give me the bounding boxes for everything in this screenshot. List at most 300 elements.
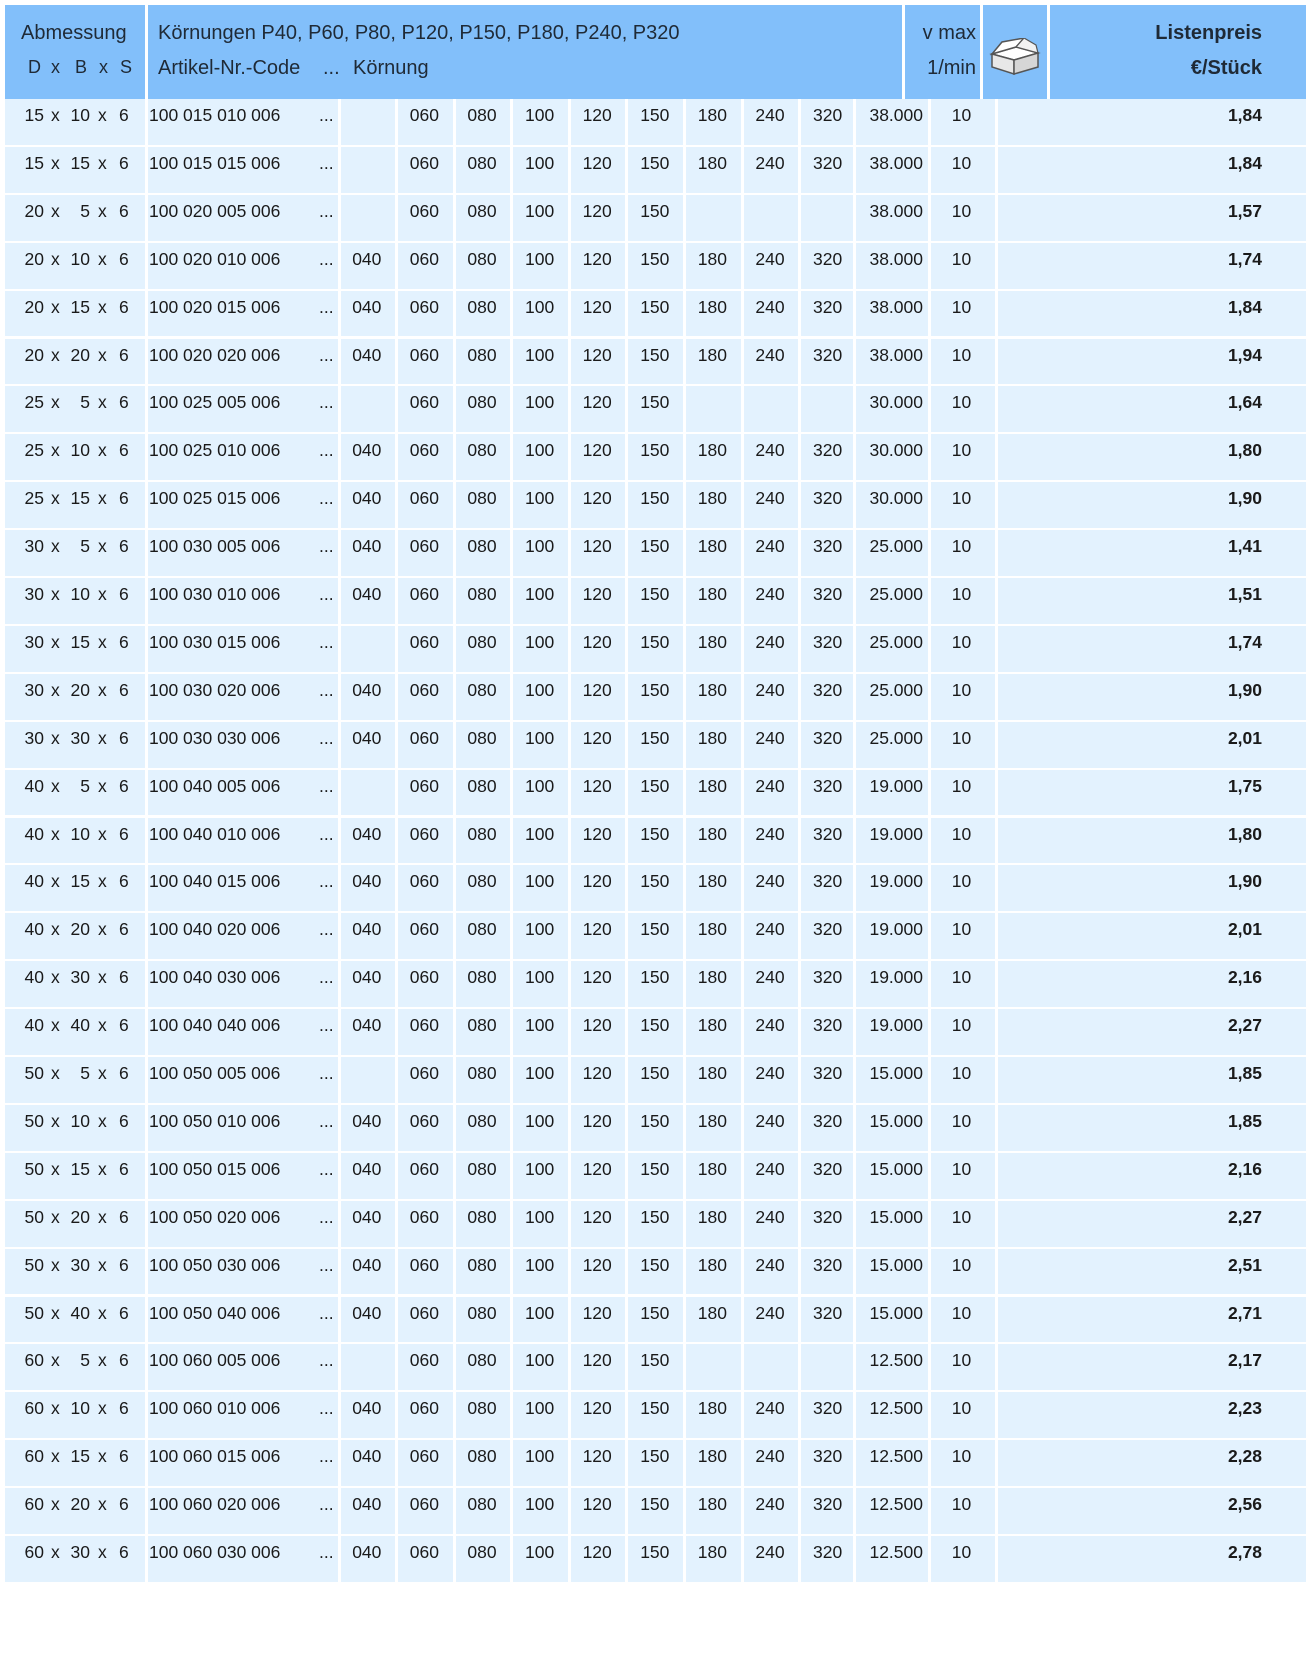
grit-150: 150 (640, 1446, 670, 1467)
grit-320: 320 (812, 344, 843, 365)
table-row (5, 195, 1306, 243)
grit-040: 040 (352, 1494, 382, 1515)
dim-d: 40 (24, 967, 44, 988)
column-divider (145, 722, 148, 770)
grit-120: 120 (582, 392, 612, 413)
vmax-value: 12.500 (869, 1398, 923, 1419)
header-unit: 1/min (927, 57, 976, 79)
dots: ... (319, 584, 334, 604)
grit-100: 100 (524, 1015, 555, 1036)
table-row (5, 770, 1306, 818)
grit-240: 240 (755, 919, 785, 940)
dim-s: 6 (119, 631, 129, 652)
column-divider (995, 434, 998, 482)
grit-080: 080 (467, 1206, 497, 1227)
dim-b: 40 (70, 1015, 90, 1036)
grit-080: 080 (467, 296, 497, 317)
pack-quantity: 10 (951, 775, 972, 796)
dim-x: x (98, 1206, 107, 1227)
grit-060: 060 (409, 1542, 439, 1562)
column-divider (338, 99, 341, 147)
price-value: 1,84 (1227, 296, 1262, 317)
dim-s: 6 (119, 440, 129, 461)
grit-100: 100 (524, 631, 555, 652)
pack-quantity: 10 (951, 344, 972, 365)
vmax-value: 15.000 (869, 1302, 923, 1323)
column-divider (995, 961, 998, 1009)
grit-100: 100 (524, 919, 555, 940)
price-value: 1,84 (1227, 152, 1262, 173)
grit-060: 060 (409, 823, 439, 844)
dim-x: x (98, 200, 107, 221)
grit-240: 240 (755, 679, 785, 700)
vmax-value: 30.000 (869, 488, 923, 509)
grit-060: 060 (409, 1015, 439, 1036)
article-number: 100 050 040 006 (149, 1302, 281, 1323)
grit-080: 080 (467, 1015, 497, 1036)
dim-b: 15 (70, 871, 90, 892)
column-divider (995, 865, 998, 913)
dim-s: 6 (119, 1542, 129, 1562)
price-value: 1,85 (1227, 1063, 1262, 1083)
grit-100: 100 (524, 1302, 555, 1323)
dim-x: x (98, 1494, 107, 1515)
price-value: 1,90 (1227, 679, 1262, 700)
grit-100: 100 (524, 1206, 555, 1227)
column-divider (995, 1392, 998, 1440)
article-number: 100 040 040 006 (149, 1015, 281, 1036)
dots: ... (319, 1398, 334, 1419)
column-divider (145, 1488, 148, 1536)
grit-040: 040 (352, 1015, 382, 1036)
dots: ... (319, 392, 334, 413)
vmax-value: 25.000 (869, 727, 923, 748)
column-divider (995, 1153, 998, 1201)
header-koernungen-cell (148, 5, 902, 99)
dim-b: 5 (80, 200, 90, 221)
grit-100: 100 (524, 1398, 555, 1419)
column-divider (145, 1249, 148, 1297)
price-value: 1,80 (1227, 440, 1262, 461)
grit-320: 320 (812, 440, 843, 461)
dim-b: 30 (70, 967, 90, 988)
vmax-value: 19.000 (869, 775, 923, 796)
grit-120: 120 (582, 919, 612, 940)
pack-quantity: 10 (951, 871, 972, 892)
dim-x: x (98, 488, 107, 509)
grit-120: 120 (582, 823, 612, 844)
grit-040: 040 (352, 727, 382, 748)
column-divider (995, 1440, 998, 1488)
dim-d: 25 (24, 392, 44, 413)
dim-b: 20 (70, 1206, 90, 1227)
box-icon (988, 38, 1042, 78)
dim-x: x (98, 296, 107, 317)
grit-320: 320 (812, 1542, 843, 1562)
dim-x: x (51, 200, 60, 221)
grit-240: 240 (755, 1254, 785, 1275)
dim-s: 6 (119, 1158, 129, 1179)
grit-320: 320 (812, 1206, 843, 1227)
table-row (5, 482, 1306, 530)
grit-180: 180 (697, 1063, 727, 1083)
grit-320: 320 (812, 1158, 843, 1179)
dots: ... (319, 823, 334, 844)
header-abmessung-cell (5, 5, 145, 99)
dim-s: 6 (119, 967, 129, 988)
price-value: 2,28 (1227, 1446, 1262, 1467)
dim-s: 6 (119, 344, 129, 365)
column-divider (995, 386, 998, 434)
grit-180: 180 (697, 679, 727, 700)
dim-s: 6 (119, 919, 129, 940)
grit-180: 180 (697, 584, 727, 604)
price-value: 2,01 (1227, 727, 1262, 748)
vmax-value: 38.000 (869, 105, 923, 125)
dim-x: x (51, 488, 60, 509)
article-number: 100 050 015 006 (149, 1158, 281, 1179)
table-row (5, 674, 1306, 722)
grit-060: 060 (409, 296, 439, 317)
dim-d: 40 (24, 919, 44, 940)
grit-150: 150 (640, 1206, 670, 1227)
dim-d: 50 (24, 1063, 44, 1083)
column-divider (145, 1536, 148, 1584)
pack-quantity: 10 (951, 1350, 972, 1371)
column-divider (145, 770, 148, 818)
header-dim-d: D (28, 57, 41, 77)
dim-d: 50 (24, 1158, 44, 1179)
pack-quantity: 10 (951, 440, 972, 461)
table-row (5, 626, 1306, 674)
dots: ... (319, 248, 334, 269)
dim-s: 6 (119, 1302, 129, 1323)
dim-d: 30 (24, 536, 44, 557)
article-number: 100 050 020 006 (149, 1206, 281, 1227)
grit-150: 150 (640, 296, 670, 317)
article-number: 100 040 030 006 (149, 967, 281, 988)
pack-quantity: 10 (951, 1254, 972, 1275)
grit-100: 100 (524, 727, 555, 748)
grit-240: 240 (755, 1158, 785, 1179)
dim-x: x (51, 1206, 60, 1227)
grit-120: 120 (582, 584, 612, 604)
dim-x: x (51, 679, 60, 700)
dim-x: x (51, 1494, 60, 1515)
price-value: 1,74 (1227, 631, 1262, 652)
grit-180: 180 (697, 727, 727, 748)
grit-150: 150 (640, 1302, 670, 1323)
dim-d: 20 (24, 344, 44, 365)
grit-040: 040 (352, 967, 382, 988)
grit-180: 180 (697, 248, 727, 269)
dim-d: 20 (24, 248, 44, 269)
dim-d: 25 (24, 488, 44, 509)
dim-b: 30 (70, 1254, 90, 1275)
dim-b: 5 (80, 1063, 90, 1083)
dim-d: 50 (24, 1254, 44, 1275)
grit-320: 320 (812, 584, 843, 604)
dim-b: 15 (70, 631, 90, 652)
grit-080: 080 (467, 392, 497, 413)
grit-060: 060 (409, 392, 439, 413)
dim-x: x (51, 1158, 60, 1179)
grit-100: 100 (524, 488, 555, 509)
column-divider (995, 482, 998, 530)
vmax-value: 12.500 (869, 1542, 923, 1562)
dots: ... (319, 344, 334, 365)
dots: ... (319, 1542, 334, 1562)
dim-d: 20 (24, 200, 44, 221)
grit-150: 150 (640, 1063, 670, 1083)
header-dim-b: B (75, 57, 88, 77)
pack-quantity: 10 (951, 392, 972, 413)
column-divider (338, 1344, 341, 1392)
article-number: 100 015 015 006 (149, 152, 281, 173)
grit-180: 180 (697, 823, 727, 844)
dots: ... (319, 200, 334, 221)
price-value: 1,75 (1227, 775, 1262, 796)
grit-180: 180 (697, 919, 727, 940)
dim-d: 60 (24, 1494, 44, 1515)
price-value: 2,27 (1227, 1015, 1262, 1036)
grit-080: 080 (467, 1542, 497, 1562)
grit-120: 120 (582, 967, 612, 988)
article-number: 100 050 005 006 (149, 1063, 281, 1083)
dim-x: x (98, 1015, 107, 1036)
dots: ... (319, 1494, 334, 1515)
dots: ... (319, 440, 334, 461)
grit-100: 100 (524, 967, 555, 988)
article-number: 100 020 020 006 (149, 344, 281, 365)
grit-240: 240 (755, 1302, 785, 1323)
dim-b: 5 (80, 1350, 90, 1371)
vmax-value: 12.500 (869, 1350, 923, 1371)
pack-quantity: 10 (951, 200, 972, 221)
dots: ... (319, 1446, 334, 1467)
grit-080: 080 (467, 1494, 497, 1515)
dim-d: 30 (24, 679, 44, 700)
grit-240: 240 (755, 296, 785, 317)
grit-150: 150 (640, 536, 670, 557)
grit-100: 100 (524, 392, 555, 413)
grit-150: 150 (640, 200, 670, 221)
column-divider (995, 1536, 998, 1584)
grit-320: 320 (812, 105, 843, 125)
grit-060: 060 (409, 1254, 439, 1275)
column-divider (741, 195, 744, 243)
dim-x: x (51, 1542, 60, 1562)
dim-d: 25 (24, 440, 44, 461)
header-price-cell (1050, 5, 1306, 99)
grit-180: 180 (697, 105, 727, 125)
grit-180: 180 (697, 1110, 727, 1131)
grit-320: 320 (812, 1254, 843, 1275)
pack-quantity: 10 (951, 1206, 972, 1227)
dots: ... (319, 1206, 334, 1227)
header-dim-x1: x (51, 57, 60, 77)
header-dots: ... (323, 57, 340, 79)
grit-240: 240 (755, 584, 785, 604)
grit-120: 120 (582, 344, 612, 365)
grit-180: 180 (697, 1542, 727, 1562)
grit-080: 080 (467, 1446, 497, 1467)
grit-040: 040 (352, 488, 382, 509)
grit-150: 150 (640, 248, 670, 269)
grit-150: 150 (640, 871, 670, 892)
grit-080: 080 (467, 1302, 497, 1323)
table-row (5, 1009, 1306, 1057)
grit-150: 150 (640, 152, 670, 173)
grit-320: 320 (812, 536, 843, 557)
dim-x: x (98, 631, 107, 652)
dim-x: x (51, 344, 60, 365)
price-value: 1,74 (1227, 248, 1262, 269)
column-divider (145, 339, 148, 387)
column-divider (995, 1009, 998, 1057)
column-divider (798, 1344, 801, 1392)
grit-080: 080 (467, 1110, 497, 1131)
grit-100: 100 (524, 1446, 555, 1467)
column-divider (995, 1249, 998, 1297)
grit-120: 120 (582, 631, 612, 652)
dim-b: 20 (70, 919, 90, 940)
dim-x: x (98, 1398, 107, 1419)
dots: ... (319, 727, 334, 748)
column-divider (798, 195, 801, 243)
grit-120: 120 (582, 1063, 612, 1083)
pack-quantity: 10 (951, 679, 972, 700)
grit-040: 040 (352, 1302, 382, 1323)
dim-x: x (98, 919, 107, 940)
dim-x: x (51, 1302, 60, 1323)
pack-quantity: 10 (951, 488, 972, 509)
header-pack-cell (983, 5, 1047, 99)
grit-320: 320 (812, 871, 843, 892)
grit-120: 120 (582, 1206, 612, 1227)
grit-320: 320 (812, 1398, 843, 1419)
grit-120: 120 (582, 1494, 612, 1515)
grit-180: 180 (697, 1206, 727, 1227)
grit-150: 150 (640, 1350, 670, 1371)
price-value: 2,78 (1227, 1542, 1262, 1562)
vmax-value: 38.000 (869, 344, 923, 365)
dots: ... (319, 105, 334, 125)
grit-100: 100 (524, 536, 555, 557)
column-divider (145, 530, 148, 578)
table-row (5, 1488, 1306, 1536)
column-divider (995, 626, 998, 674)
grit-150: 150 (640, 679, 670, 700)
dim-x: x (98, 775, 107, 796)
pack-quantity: 10 (951, 248, 972, 269)
grit-060: 060 (409, 919, 439, 940)
grit-080: 080 (467, 919, 497, 940)
grit-040: 040 (352, 344, 382, 365)
dim-b: 10 (70, 248, 90, 269)
grit-180: 180 (697, 1302, 727, 1323)
price-value: 1,80 (1227, 823, 1262, 844)
column-divider (995, 530, 998, 578)
dim-s: 6 (119, 488, 129, 509)
article-number: 100 030 015 006 (149, 631, 281, 652)
column-divider (338, 770, 341, 818)
vmax-value: 38.000 (869, 152, 923, 173)
grit-180: 180 (697, 1446, 727, 1467)
table-row (5, 339, 1306, 387)
table-row (5, 386, 1306, 434)
grit-180: 180 (697, 488, 727, 509)
column-divider (145, 195, 148, 243)
header-artikel: Artikel-Nr.-Code (158, 57, 301, 79)
dim-b: 10 (70, 1398, 90, 1419)
grit-080: 080 (467, 200, 497, 221)
grit-060: 060 (409, 440, 439, 461)
column-divider (145, 818, 148, 866)
grit-120: 120 (582, 105, 612, 125)
grit-060: 060 (409, 1398, 439, 1419)
vmax-value: 15.000 (869, 1254, 923, 1275)
dim-s: 6 (119, 392, 129, 413)
dim-x: x (98, 152, 107, 173)
dim-d: 30 (24, 727, 44, 748)
grit-150: 150 (640, 105, 670, 125)
grit-040: 040 (352, 1158, 382, 1179)
article-number: 100 030 030 006 (149, 727, 281, 748)
dim-d: 15 (24, 152, 44, 173)
dim-x: x (51, 919, 60, 940)
vmax-value: 15.000 (869, 1206, 923, 1227)
price-value: 1,57 (1227, 200, 1262, 221)
grit-080: 080 (467, 152, 497, 173)
column-divider (338, 386, 341, 434)
column-divider (995, 147, 998, 195)
dim-s: 6 (119, 1110, 129, 1131)
dim-x: x (51, 105, 60, 125)
price-value: 1,51 (1227, 584, 1262, 604)
grit-150: 150 (640, 344, 670, 365)
grit-080: 080 (467, 536, 497, 557)
grit-150: 150 (640, 440, 670, 461)
dim-b: 15 (70, 1158, 90, 1179)
price-value: 1,90 (1227, 488, 1262, 509)
grit-320: 320 (812, 967, 843, 988)
vmax-value: 38.000 (869, 200, 923, 221)
grit-100: 100 (524, 440, 555, 461)
grit-060: 060 (409, 536, 439, 557)
pack-quantity: 10 (951, 1015, 972, 1036)
pack-quantity: 10 (951, 1494, 972, 1515)
article-number: 100 015 010 006 (149, 105, 281, 125)
grit-240: 240 (755, 1494, 785, 1515)
price-value: 1,84 (1227, 105, 1262, 125)
pack-quantity: 10 (951, 105, 972, 125)
grit-180: 180 (697, 440, 727, 461)
pack-quantity: 10 (951, 584, 972, 604)
vmax-value: 25.000 (869, 536, 923, 557)
vmax-value: 12.500 (869, 1446, 923, 1467)
table-row (5, 147, 1306, 195)
dim-b: 10 (70, 105, 90, 125)
grit-080: 080 (467, 344, 497, 365)
column-divider (995, 1488, 998, 1536)
article-number: 100 030 010 006 (149, 584, 281, 604)
column-divider (995, 1201, 998, 1249)
dots: ... (319, 152, 334, 173)
column-divider (741, 386, 744, 434)
grit-040: 040 (352, 1110, 382, 1131)
price-value: 2,17 (1227, 1350, 1262, 1371)
